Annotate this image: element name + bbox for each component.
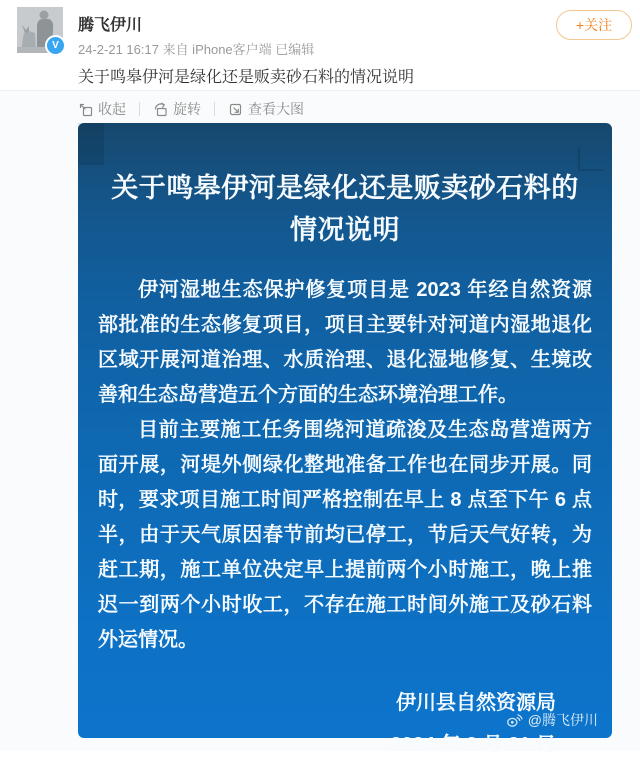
notice-signature-block — [78, 682, 556, 766]
notice-title: 关于鸣皋伊河是绿化还是贩卖砂石料的情况说明 — [111, 173, 579, 245]
view-large-label: 查看大图 — [248, 101, 304, 117]
collapse-icon — [78, 102, 93, 117]
toolbar-divider — [139, 102, 140, 116]
watermark-label: @腾飞伊川 — [527, 712, 598, 728]
post-text: 关于鸣皋伊河是绿化还是贩卖砂石料的情况说明 — [78, 69, 415, 86]
weibo-logo-icon — [506, 713, 523, 728]
post-meta-timestamp: 24-2-21 16:17 来自 iPhone客户端 已编辑 — [78, 42, 315, 57]
toolbar-divider — [214, 102, 215, 116]
notice-paragraph-2: 目前主要施工任务围绕河道疏浚及生态岛营造两方面开展，河堤外侧绿化整地准备工作也在同步开展。同时，要求项目施工时间严格控制在早上 8 点至下午 6 点半，由于天气原因春节前均已停工，节后天气好转，为赶工期，施工单位决定早上提前两个小时施工，晚上推迟一到两个小时收工，不存在施工时间外施工及砂石料外运情况。 — [98, 419, 592, 651]
view-large-button[interactable] — [228, 99, 304, 119]
image-viewer-section — [0, 90, 640, 756]
rotate-label: 旋转 — [173, 101, 201, 117]
notice-signature: 伊川县自然资源局 — [396, 692, 556, 714]
rotate-icon — [153, 102, 168, 117]
view-large-icon — [228, 102, 243, 117]
follow-button[interactable]: +关注 — [556, 10, 632, 40]
collapse-label: 收起 — [98, 101, 126, 117]
post-header — [0, 0, 640, 90]
collapse-button[interactable] — [78, 99, 126, 119]
username[interactable]: 腾飞伊川 — [78, 17, 143, 34]
notice-paragraph-1: 伊河湿地生态保护修复项目是 2023 年经自然资源部批准的生态修复项目，项目主要针对河道内湿地退化区域开展河道治理、水质治理、退化湿地修复、生境改善和生态岛营造五个方面的生态环境治理工作。 — [98, 279, 592, 406]
verified-badge-icon: V — [45, 35, 66, 56]
weibo-watermark — [506, 710, 598, 730]
notice-date: 2024 年 2 月 21 日 — [390, 734, 556, 756]
photo-shadow-artifact — [78, 123, 104, 165]
image-toolbar — [78, 99, 304, 119]
avatar[interactable] — [17, 7, 63, 53]
notice-image[interactable] — [78, 123, 612, 756]
rotate-button[interactable] — [153, 99, 201, 119]
notice-body — [98, 273, 592, 658]
